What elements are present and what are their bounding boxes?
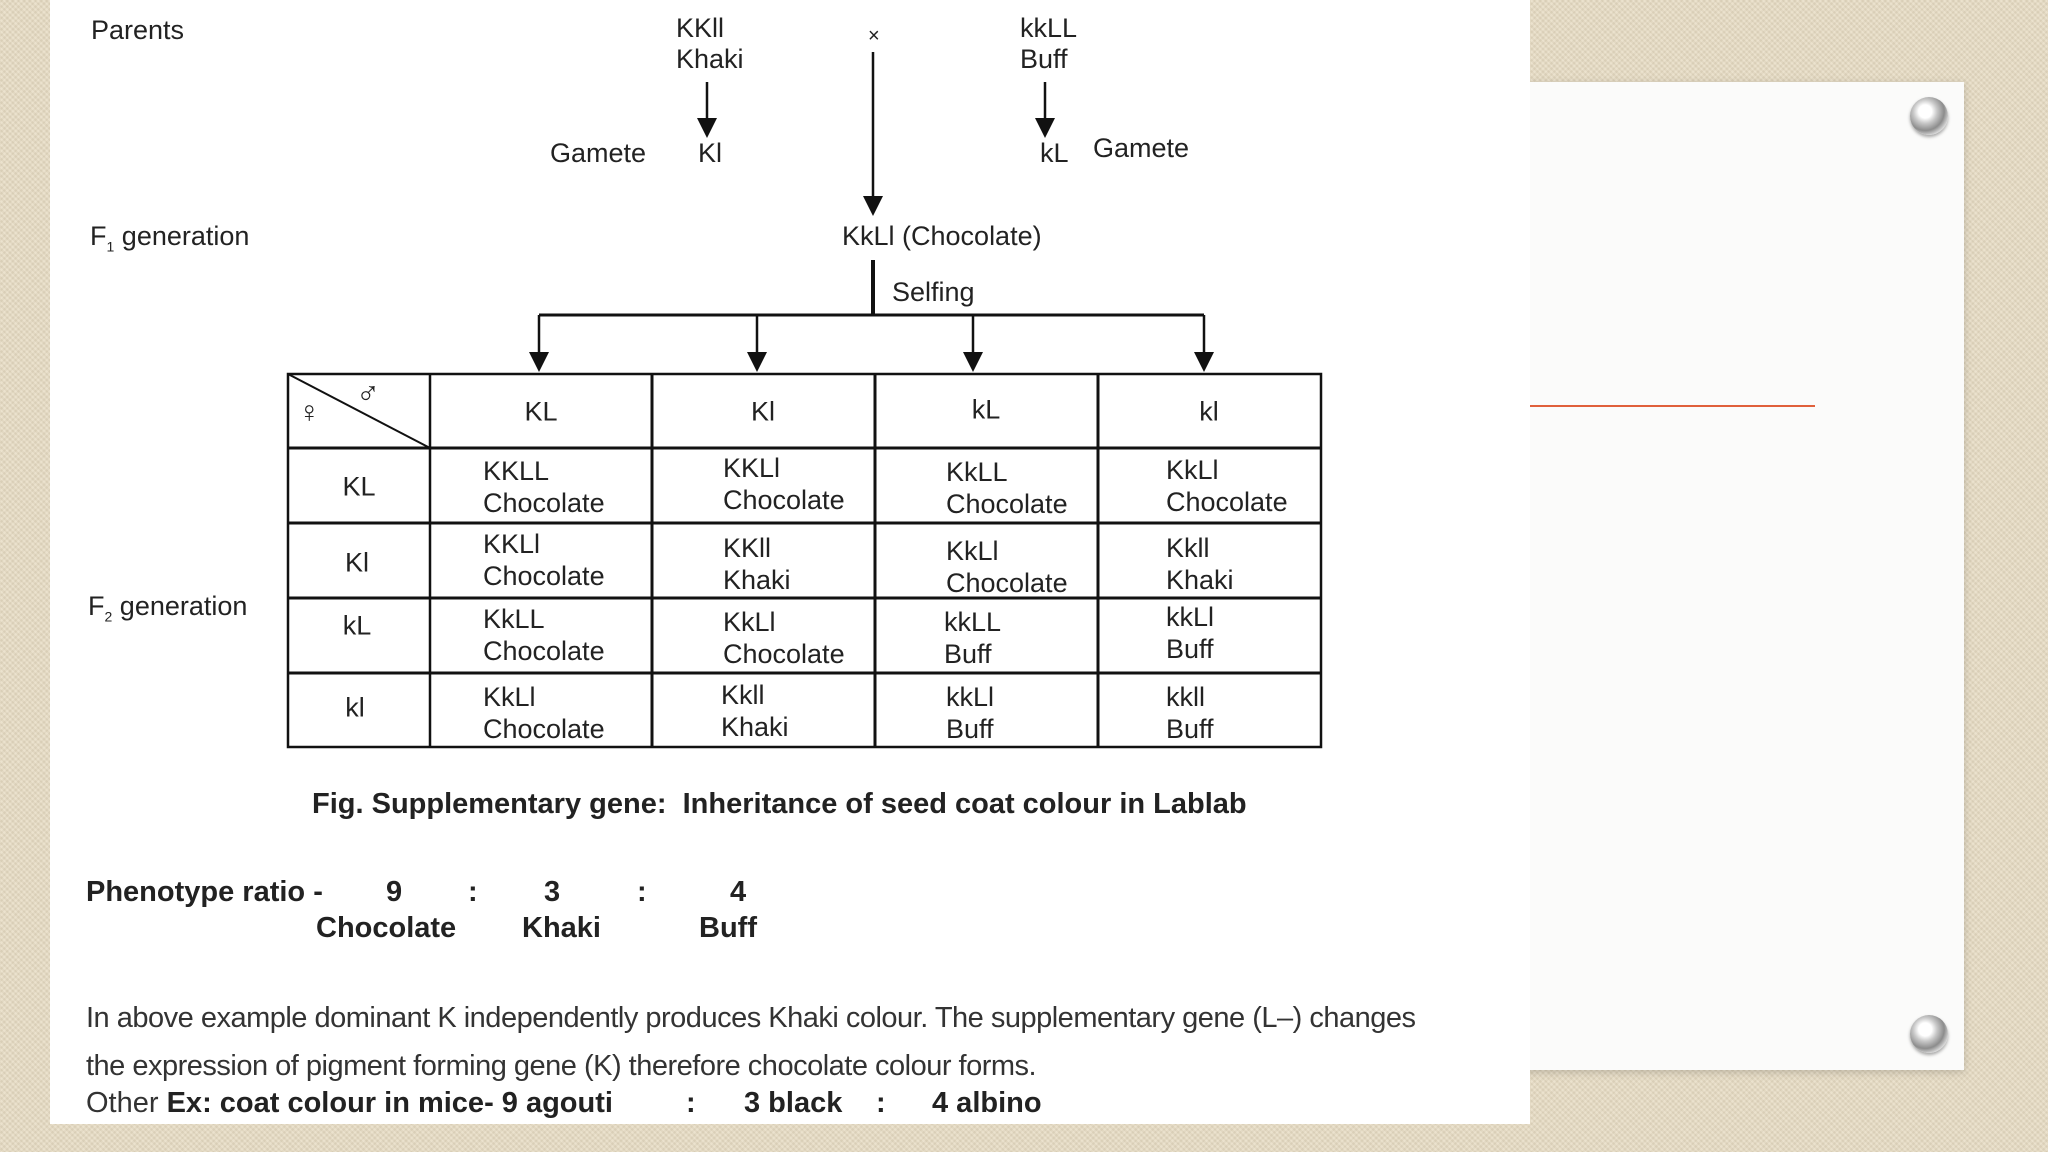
grid-cell: KkLl Chocolate	[946, 536, 1068, 598]
f1-genotype: KkLl (Chocolate)	[842, 221, 1042, 251]
grid-cell: kkLl Buff	[946, 682, 995, 744]
grid-cell: kkLl Buff	[1166, 602, 1215, 664]
cross-symbol: ×	[868, 25, 880, 47]
left-parent-genotype: KKll	[676, 13, 725, 43]
ratio-phenotype: Chocolate	[316, 912, 457, 944]
gamete-label-left: Gamete	[550, 138, 647, 168]
slide-content	[50, 0, 1530, 1124]
grid-cell: KkLl Chocolate	[1166, 455, 1288, 517]
grid-cell: KKLl Chocolate	[483, 529, 605, 591]
right-parent-phenotype: Buff	[1020, 44, 1068, 74]
row-header: kL	[342, 610, 372, 641]
grid-cell: KKLl Chocolate	[723, 453, 845, 515]
figure-caption: Fig. Supplementary gene: Inheritance of seed coat colour in Lablab	[312, 788, 1247, 820]
grid-cell: KkLl Chocolate	[723, 607, 845, 669]
other-example: Other Ex: coat colour in mice- 9 agouti	[86, 1087, 613, 1119]
male-symbol: ♂	[356, 375, 380, 411]
left-gamete: Kl	[698, 138, 723, 168]
explanation-line: the expression of pigment forming gene (K) therefore chocolate colour forms.	[86, 1050, 1037, 1082]
col-header: Kl	[750, 396, 776, 427]
parents-label: Parents	[91, 15, 185, 45]
col-header: kL	[971, 394, 1001, 425]
grid-cell: kkll Buff	[1166, 682, 1214, 744]
ratio-value: 4	[730, 876, 747, 908]
side-card	[1520, 82, 1964, 1070]
col-header: kl	[1199, 396, 1219, 427]
grid-cell: Kkll Khaki	[721, 680, 789, 742]
pushpin-icon	[1910, 97, 1948, 135]
f1-generation-label: $F_1$ generation	[90, 221, 250, 255]
right-gamete: kL	[1040, 138, 1069, 168]
grid-cell: kkLL Buff	[944, 607, 1002, 669]
ratio-phenotype: Buff	[699, 912, 757, 944]
grid-cell: KkLl Chocolate	[483, 682, 605, 744]
right-parent-genotype: kkLL	[1020, 13, 1078, 43]
ratio-value: 3	[544, 876, 561, 908]
grid-cell: Kkll Khaki	[1166, 533, 1234, 595]
left-parent-phenotype: Khaki	[676, 44, 744, 74]
example-value: 3 black	[744, 1087, 843, 1119]
grid-cell: KkLL Chocolate	[946, 457, 1068, 519]
ratio-separator: :	[468, 876, 478, 908]
pushpin-icon	[1910, 1015, 1948, 1053]
accent-line	[1530, 405, 1815, 407]
row-header: KL	[342, 471, 376, 502]
example-separator: :	[686, 1087, 696, 1119]
grid-cell: KKll Khaki	[723, 533, 791, 595]
example-value: 4 albino	[932, 1087, 1042, 1119]
example-separator: :	[876, 1087, 886, 1119]
explanation-line: In above example dominant K independently produces Khaki colour. The supplementary gene (L–) changes	[86, 1002, 1416, 1034]
selfing-label: Selfing	[892, 277, 975, 307]
ratio-label: Phenotype ratio -	[86, 876, 323, 908]
f2-generation-label: $F_2$ generation	[88, 591, 248, 625]
row-header: Kl	[344, 547, 370, 578]
female-symbol: ♀	[298, 396, 321, 429]
grid-cell: KkLL Chocolate	[483, 604, 605, 666]
ratio-value: 9	[386, 876, 403, 908]
ratio-phenotype: Khaki	[522, 912, 601, 944]
grid-cell: KKLL Chocolate	[483, 456, 605, 518]
col-header: KL	[524, 396, 558, 427]
gamete-label-right: Gamete	[1093, 133, 1190, 163]
row-header: kl	[345, 692, 365, 723]
ratio-separator: :	[637, 876, 647, 908]
